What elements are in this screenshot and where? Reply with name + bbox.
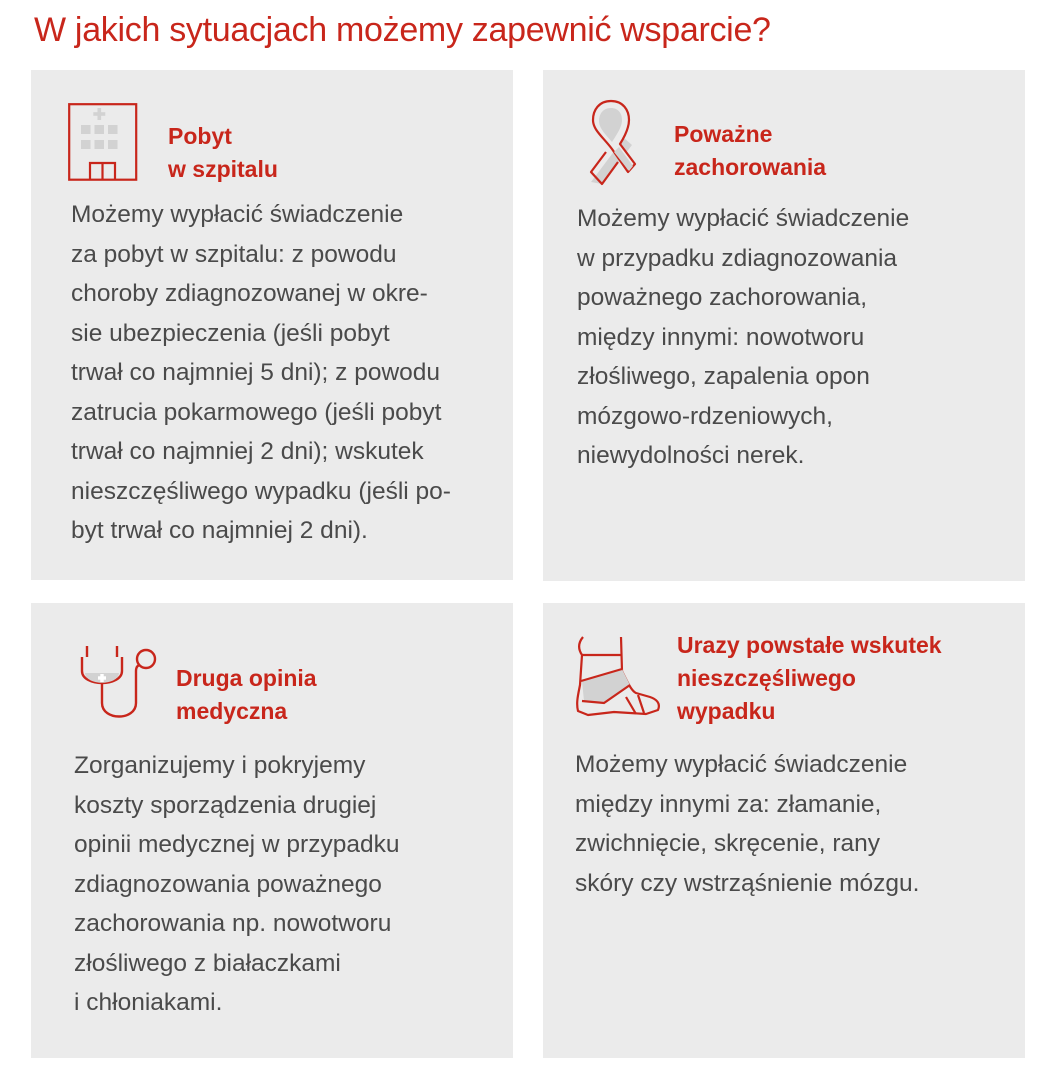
bandaged-foot-icon [574, 635, 664, 717]
card-title: Druga opinia medyczna [176, 665, 317, 724]
card-description: Możemy wypłacić świadczenie między innymi za: złamanie, zwichnięcie, skręcenie, rany skóry czy wstrząśnienie mózgu. [575, 751, 920, 897]
awareness-ribbon-icon [583, 92, 639, 186]
card-hospital-stay [31, 70, 513, 580]
card-description: Zorganizujemy i pokryjemy koszty sporządzenia drugiej opinii medycznej w przypadku zdiagnozowania poważnego zachorowania np. nowotworu złośliwego z białaczkami i chłoniakami. [74, 752, 400, 1016]
stethoscope-icon [78, 643, 160, 727]
card-description: Możemy wypłacić świadczenie za pobyt w szpitalu: z powodu choroby zdiagnozowanej w okre- sie ubezpieczenia (jeśli pobyt trwał co najmniej 5 dni); z powodu zatrucia pokarmowego (jeśli pobyt trwał co najmniej 2 dni); wskutek nieszczęśliwego wypadku (jeśli po- byt trwał co najmniej 2 dni). [71, 201, 451, 544]
card-title: Poważne zachorowania [674, 121, 827, 180]
card-title: Pobyt w szpitalu [168, 123, 278, 182]
hospital-icon [68, 103, 138, 181]
card-serious-illness [543, 70, 1025, 581]
card-second-opinion [31, 603, 513, 1058]
card-description: Możemy wypłacić świadczenie w przypadku zdiagnozowania poważnego zachorowania, między innymi: nowotworu złośliwego, zapalenia opon mózgowo-rdzeniowych, niewydolności nerek. [577, 205, 910, 469]
card-accident-injuries [543, 603, 1025, 1058]
page-title: W jakich sytuacjach możemy zapewnić wsparcie? [34, 11, 771, 49]
card-title: Urazy powstałe wskutek nieszczęśliwego wypadku [677, 632, 942, 724]
